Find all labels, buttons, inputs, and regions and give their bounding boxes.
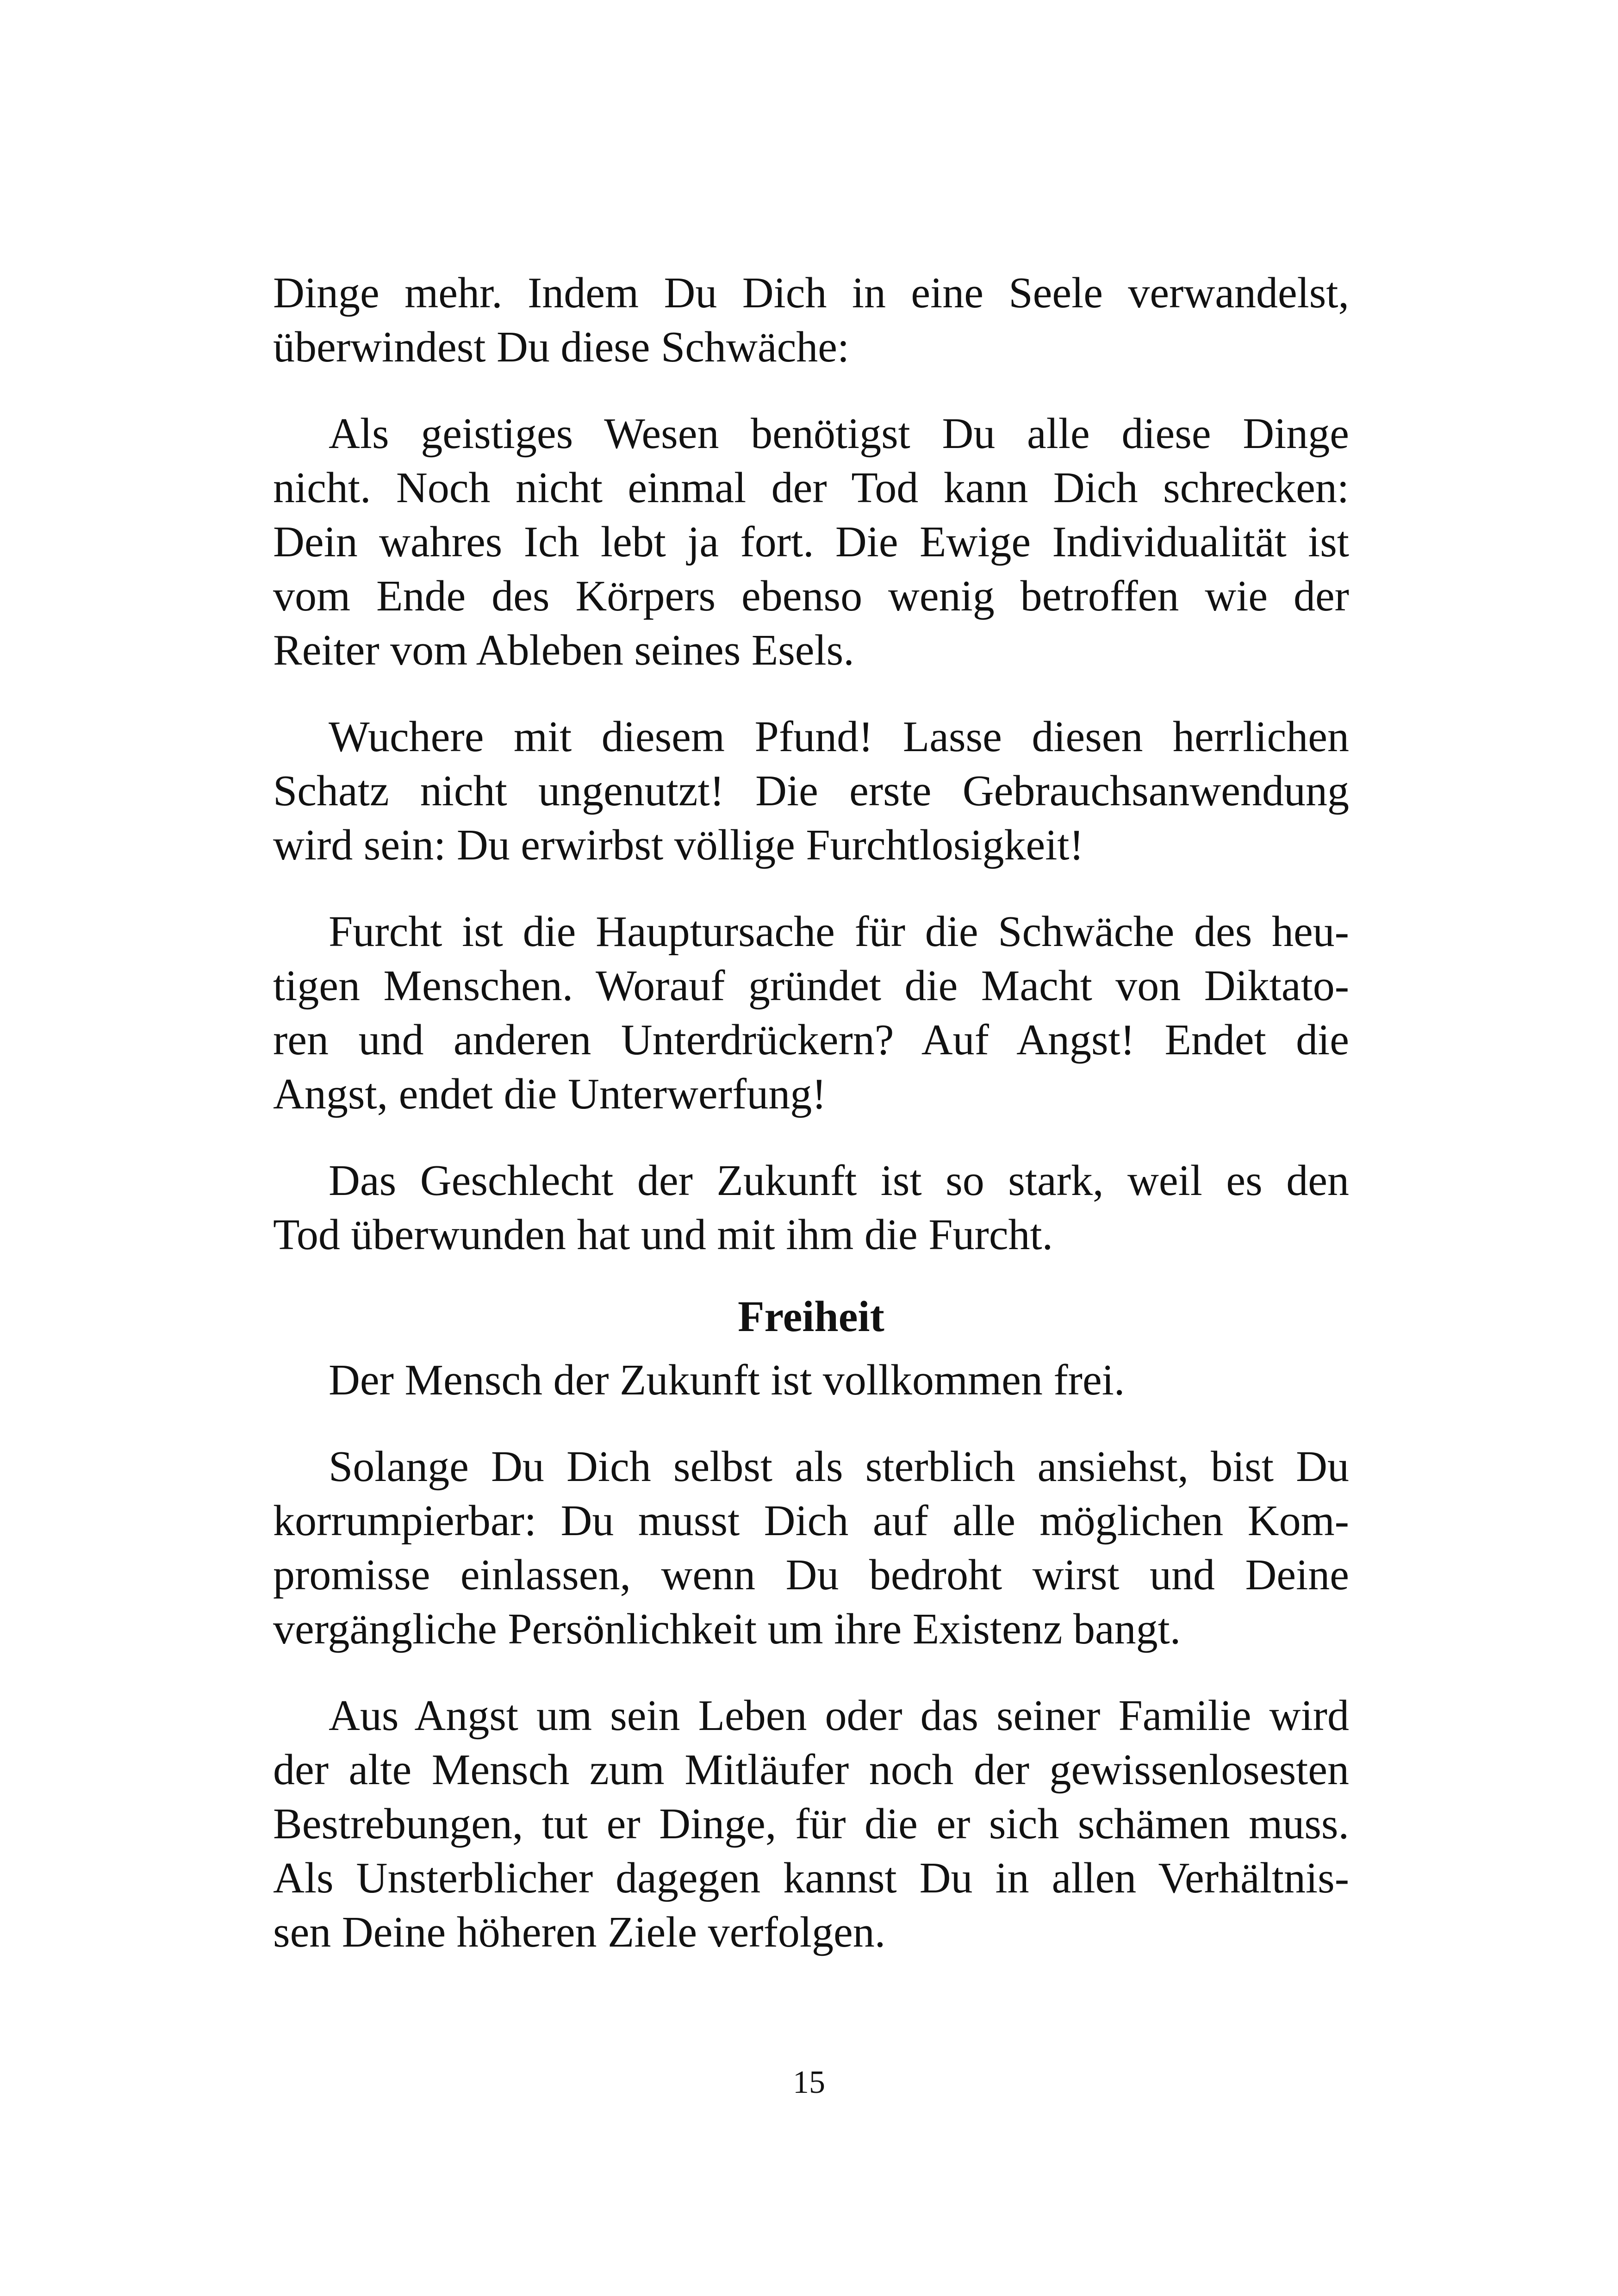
text-line: vom Ende des Körpers ebenso wenig betroffen wie der xyxy=(273,572,1349,620)
paragraph xyxy=(273,1353,1349,1407)
text-line: Der Mensch der Zukunft ist vollkommen frei. xyxy=(329,1356,1125,1404)
text-line: Als geistiges Wesen benötigst Du alle diese Dinge xyxy=(329,410,1349,458)
body-text xyxy=(273,266,1349,1960)
text-line: Furcht ist die Hauptursache für die Schwäche des heu- xyxy=(329,908,1349,956)
text-line: Schatz nicht ungenutzt! Die erste Gebrauchsanwendung xyxy=(273,767,1349,815)
text-line: überwindest Du diese Schwäche: xyxy=(273,323,850,371)
text-line: Wuchere mit diesem Pfund! Lasse diesen herrlichen xyxy=(329,713,1349,761)
text-line: tigen Menschen. Worauf gründet die Macht von Diktato- xyxy=(273,962,1349,1010)
text-line: korrumpierbar: Du musst Dich auf alle möglichen Kom- xyxy=(273,1497,1349,1545)
paragraph xyxy=(273,1689,1349,1960)
paragraph xyxy=(273,710,1349,872)
text-line: Als Unsterblicher dagegen kannst Du in allen Verhältnis- xyxy=(273,1854,1349,1902)
text-line: promisse einlassen, wenn Du bedroht wirst und Deine xyxy=(273,1551,1349,1599)
text-line: Dein wahres Ich lebt ja fort. Die Ewige Individualität ist xyxy=(273,518,1349,566)
text-line: Aus Angst um sein Leben oder das seiner Familie wird xyxy=(329,1692,1349,1740)
text-line: Solange Du Dich selbst als sterblich ansiehst, bist Du xyxy=(329,1443,1349,1491)
text-line: Reiter vom Ableben seines Esels. xyxy=(273,626,854,674)
text-line: Bestrebungen, tut er Dinge, für die er sich schämen muss. xyxy=(273,1800,1349,1848)
paragraph xyxy=(273,1440,1349,1656)
section-heading: Freiheit xyxy=(738,1293,884,1341)
text-line: nicht. Noch nicht einmal der Tod kann Dich schrecken: xyxy=(273,464,1349,512)
text-line: ren und anderen Unterdrückern? Auf Angst! Endet die xyxy=(273,1016,1349,1064)
text-line: der alte Mensch zum Mitläufer noch der gewissenlosesten xyxy=(273,1746,1349,1794)
text-line: vergängliche Persönlichkeit um ihre Existenz bangt. xyxy=(273,1605,1181,1653)
paragraph xyxy=(273,407,1349,678)
text-line: sen Deine höheren Ziele verfolgen. xyxy=(273,1908,886,1956)
text-line: Tod überwunden hat und mit ihm die Furcht. xyxy=(273,1211,1053,1259)
paragraph xyxy=(273,1154,1349,1262)
page-number: 15 xyxy=(793,2065,825,2100)
text-line: Angst, endet die Unterwerfung! xyxy=(273,1070,827,1118)
text-line: Dinge mehr. Indem Du Dich in eine Seele verwandelst, xyxy=(273,269,1349,317)
paragraph xyxy=(273,266,1349,374)
text-line: Das Geschlecht der Zukunft ist so stark, weil es den xyxy=(329,1157,1349,1205)
text-line: wird sein: Du erwirbst völlige Furchtlosigkeit! xyxy=(273,821,1084,869)
paragraph xyxy=(273,905,1349,1121)
